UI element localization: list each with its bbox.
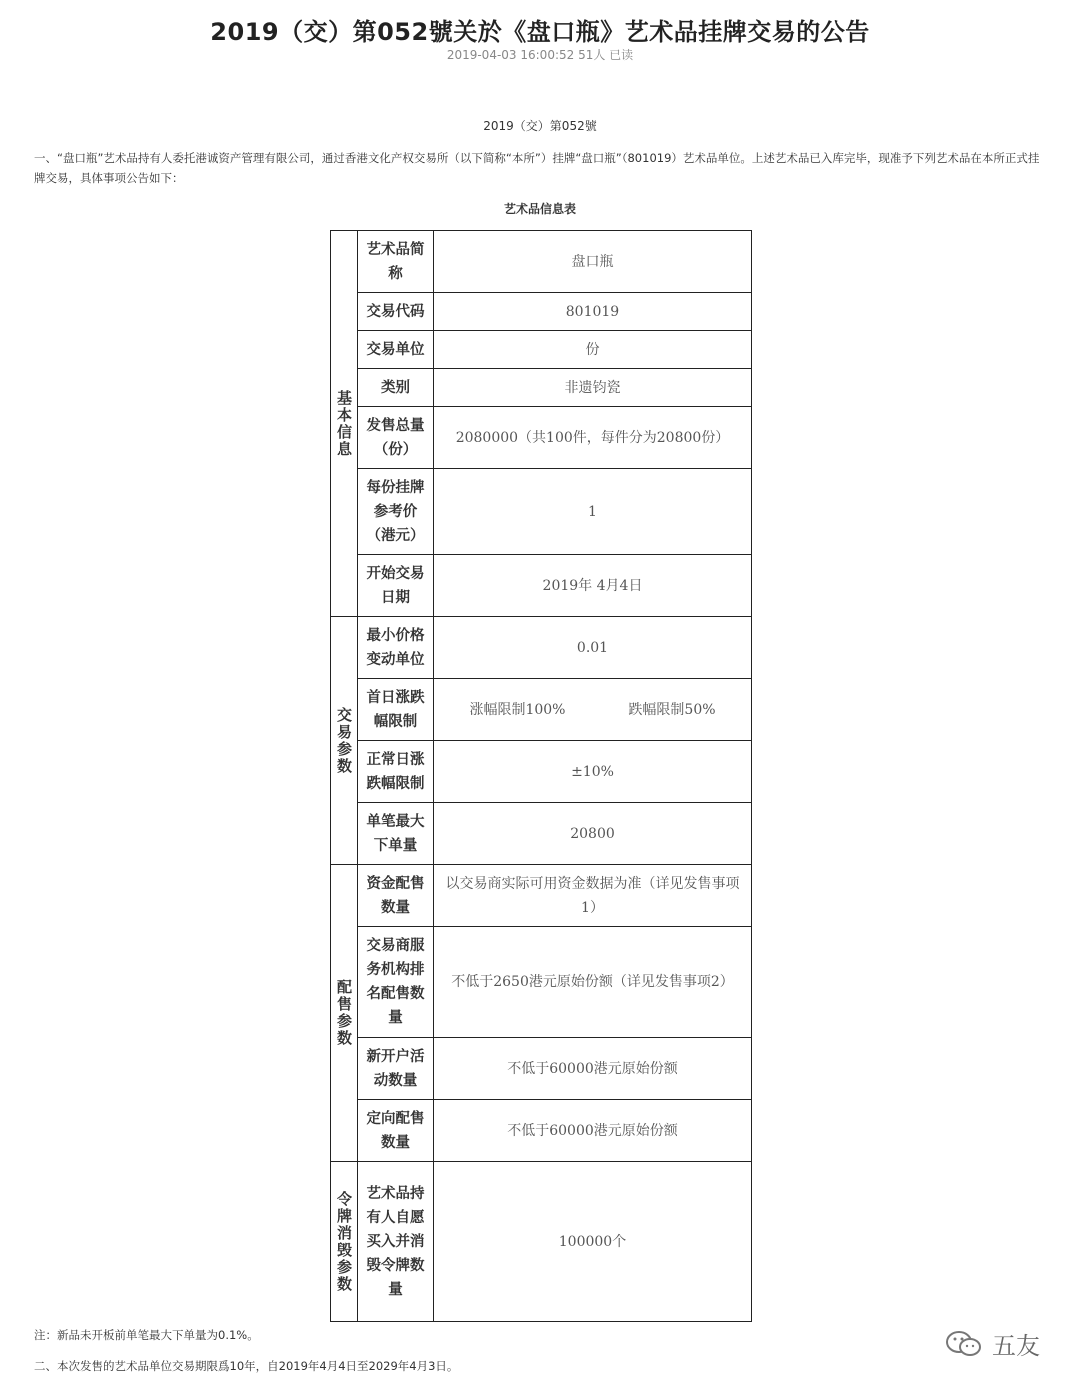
field-label: 最小价格变动单位 xyxy=(358,617,434,679)
limit-up-value: 涨幅限制100% xyxy=(469,701,566,718)
field-value: 份 xyxy=(434,331,752,369)
field-label: 单笔最大下单量 xyxy=(358,803,434,865)
field-label: 资金配售数量 xyxy=(358,865,434,927)
group-trade-params: 交易参数 xyxy=(331,617,358,865)
field-label: 交易商服务机构排名配售数量 xyxy=(358,927,434,1038)
field-value: 盘口瓶 xyxy=(434,231,752,293)
table-row xyxy=(331,927,752,1038)
field-value: 不低于2650港元原始份额（详见发售事项2） xyxy=(434,927,752,1038)
field-label: 交易单位 xyxy=(358,331,434,369)
field-label: 艺术品简称 xyxy=(358,231,434,293)
table-row xyxy=(331,231,752,293)
field-label: 艺术品持有人自愿买入并消毁令牌数量 xyxy=(358,1162,434,1322)
table-note: 注：新品未开板前单笔最大下单量为0.1%。 xyxy=(34,1328,259,1342)
field-label: 正常日涨跌幅限制 xyxy=(358,741,434,803)
field-value: 以交易商实际可用资金数据为准（详见发售事项1） xyxy=(434,865,752,927)
document-number: 2019（交）第052號 xyxy=(483,119,597,133)
wechat-icon xyxy=(944,1329,984,1359)
field-value: ±10% xyxy=(434,741,752,803)
field-value: 20800 xyxy=(434,803,752,865)
field-value-dual xyxy=(434,679,752,741)
paragraph-1: 一、“盘口瓶”艺术品持有人委托港诚资产管理有限公司，通过香港文化产权交易所（以下简称“本所”）挂牌“盘口瓶”（801019）艺术品单位。上述艺术品已入库完毕，现准予下列艺术品在本所正式挂牌交易，具体事项公告如下： xyxy=(34,151,1040,185)
field-label: 交易代码 xyxy=(358,293,434,331)
field-label: 发售总量（份） xyxy=(358,407,434,469)
paragraph-2: 二、本次发售的艺术品单位交易期限爲10年，自2019年4月4日至2029年4月3日。 xyxy=(34,1359,459,1373)
watermark-text: 五友 xyxy=(992,1332,1040,1360)
table-row xyxy=(331,617,752,679)
table-row xyxy=(331,1162,752,1322)
table-title: 艺术品信息表 xyxy=(503,202,576,216)
field-label: 定向配售数量 xyxy=(358,1100,434,1162)
field-value: 801019 xyxy=(434,293,752,331)
table-row xyxy=(331,469,752,555)
group-basic-info: 基本信息 xyxy=(331,231,358,617)
table-row xyxy=(331,331,752,369)
group-allotment-params: 配售参数 xyxy=(331,865,358,1162)
table-row xyxy=(331,555,752,617)
group-token-params: 令牌消毁参数 xyxy=(331,1162,358,1322)
field-label: 首日涨跌幅限制 xyxy=(358,679,434,741)
wechat-watermark xyxy=(944,1326,1040,1361)
table-row xyxy=(331,407,752,469)
field-value: 100000个 xyxy=(434,1162,752,1322)
field-value: 1 xyxy=(434,469,752,555)
field-label: 新开户活动数量 xyxy=(358,1038,434,1100)
table-row xyxy=(331,1038,752,1100)
page-title: 2019（交）第052號关於《盘口瓶》艺术品挂牌交易的公告 xyxy=(210,18,870,46)
table-row xyxy=(331,293,752,331)
field-value: 非遗钧瓷 xyxy=(434,369,752,407)
field-label: 开始交易日期 xyxy=(358,555,434,617)
field-value: 不低于60000港元原始份额 xyxy=(434,1100,752,1162)
field-value: 2019年 4月4日 xyxy=(434,555,752,617)
table-row xyxy=(331,369,752,407)
field-value: 0.01 xyxy=(434,617,752,679)
field-label: 每份挂牌参考价（港元） xyxy=(358,469,434,555)
field-label: 类别 xyxy=(358,369,434,407)
table-row xyxy=(331,865,752,927)
field-value: 2080000（共100件，每件分为20800份） xyxy=(434,407,752,469)
table-row xyxy=(331,1100,752,1162)
field-value: 不低于60000港元原始份额 xyxy=(434,1038,752,1100)
post-meta: 2019-04-03 16:00:52 51人 已读 xyxy=(446,48,634,62)
table-row xyxy=(331,741,752,803)
artwork-info-table xyxy=(330,230,752,1322)
limit-down-value: 跌幅限制50% xyxy=(628,701,716,718)
table-row xyxy=(331,679,752,741)
table-row xyxy=(331,803,752,865)
